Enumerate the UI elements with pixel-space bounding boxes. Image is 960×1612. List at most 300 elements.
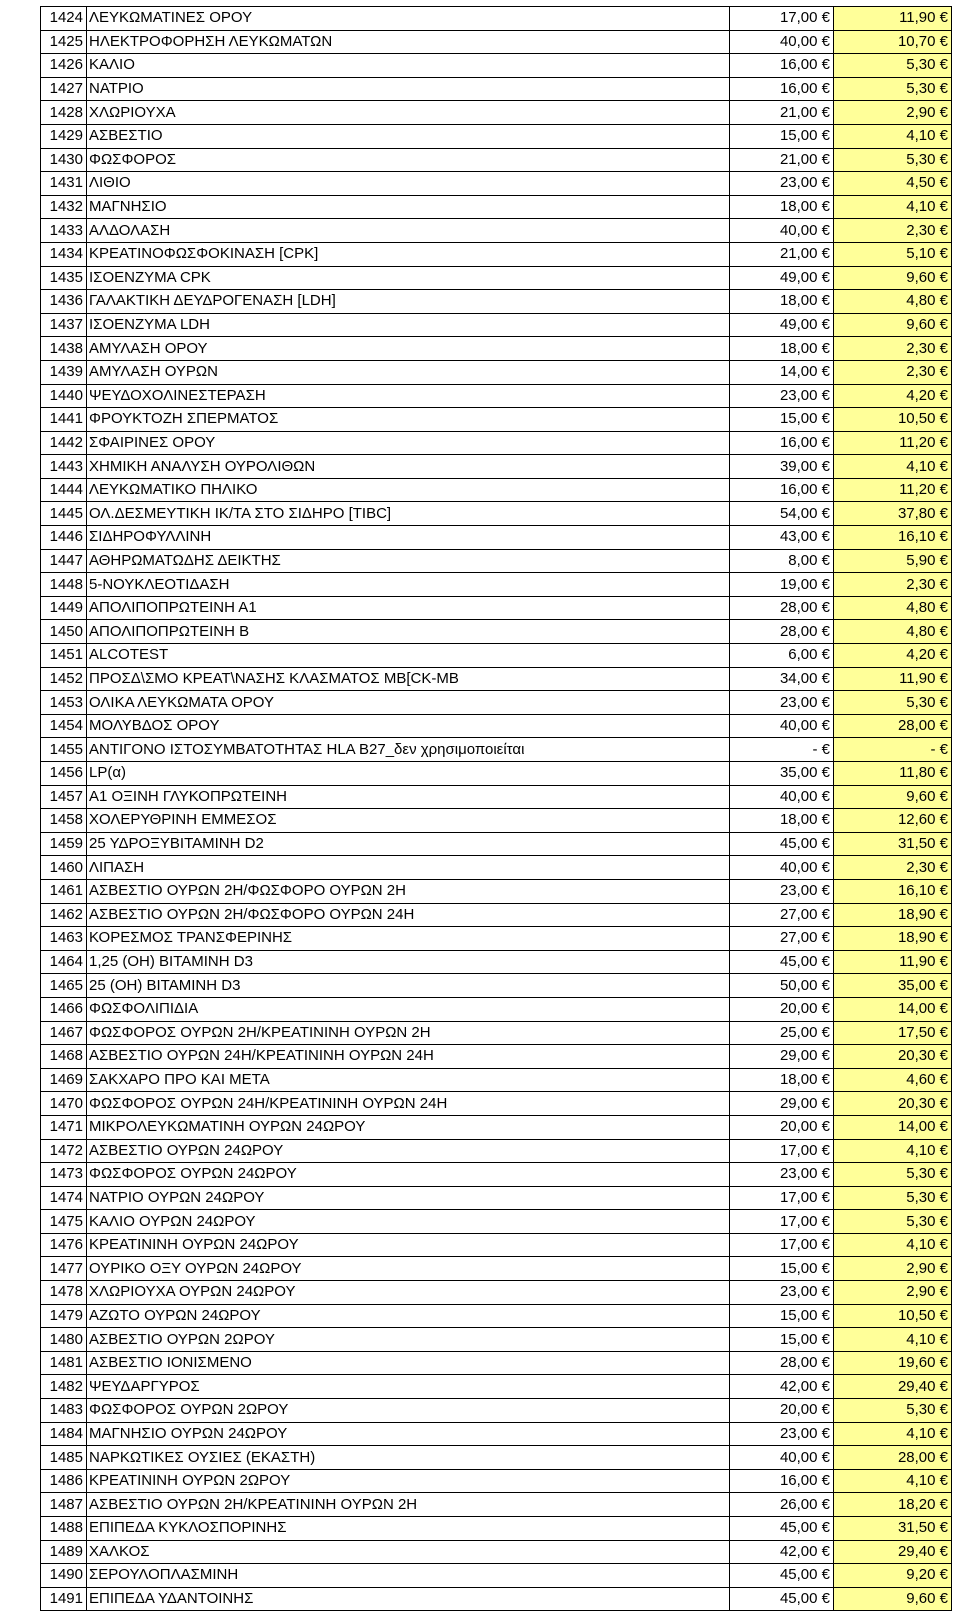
cell-price-highlighted: 16,10 € bbox=[834, 526, 952, 550]
cell-code: 1491 bbox=[41, 1587, 87, 1611]
cell-code: 1472 bbox=[41, 1139, 87, 1163]
cell-exam-name: ΑΣΒΕΣΤΙΟ ΟΥΡΩΝ 24Η/ΚΡΕΑΤΙΝΙΝΗ ΟΥΡΩΝ 24Η bbox=[87, 1045, 730, 1069]
cell-code: 1434 bbox=[41, 242, 87, 266]
cell-exam-name: ΕΠΙΠΕΔΑ ΚΥΚΛΟΣΠΟΡΙΝΗΣ bbox=[87, 1517, 730, 1541]
cell-exam-name: 5-ΝΟΥΚΛΕΟΤΙΔΑΣΗ bbox=[87, 573, 730, 597]
table-row bbox=[41, 526, 952, 550]
cell-exam-name: ΛΕΥΚΩΜΑΤΙΚΟ ΠΗΛΙΚΟ bbox=[87, 478, 730, 502]
cell-price-highlighted: 5,10 € bbox=[834, 242, 952, 266]
cell-price-highlighted: 5,30 € bbox=[834, 1399, 952, 1423]
cell-price: 23,00 € bbox=[730, 1281, 834, 1305]
cell-exam-name: ΙΣΟΕΝΖΥΜΑ CPK bbox=[87, 266, 730, 290]
cell-exam-name: ΣΑΚΧΑΡΟ ΠΡΟ ΚΑΙ ΜΕΤΑ bbox=[87, 1068, 730, 1092]
cell-price: 39,00 € bbox=[730, 455, 834, 479]
table-row bbox=[41, 1139, 952, 1163]
cell-code: 1435 bbox=[41, 266, 87, 290]
cell-price-highlighted: 5,90 € bbox=[834, 549, 952, 573]
cell-price: 16,00 € bbox=[730, 77, 834, 101]
table-row bbox=[41, 950, 952, 974]
cell-price: 40,00 € bbox=[730, 714, 834, 738]
cell-code: 1459 bbox=[41, 832, 87, 856]
table-row bbox=[41, 1186, 952, 1210]
cell-price: 18,00 € bbox=[730, 337, 834, 361]
cell-code: 1447 bbox=[41, 549, 87, 573]
cell-exam-name: ΚΡΕΑΤΙΝΙΝΗ ΟΥΡΩΝ 24ΩΡΟΥ bbox=[87, 1233, 730, 1257]
table-row bbox=[41, 691, 952, 715]
cell-code: 1455 bbox=[41, 738, 87, 762]
cell-price: 17,00 € bbox=[730, 1186, 834, 1210]
cell-exam-name: ΑΘΗΡΩΜΑΤΩΔΗΣ ΔΕΙΚΤΗΣ bbox=[87, 549, 730, 573]
cell-code: 1439 bbox=[41, 360, 87, 384]
cell-exam-name: ΨΕΥΔΑΡΓΥΡΟΣ bbox=[87, 1375, 730, 1399]
cell-exam-name: ΧΟΛΕΡΥΘΡΙΝΗ ΕΜΜΕΣΟΣ bbox=[87, 809, 730, 833]
cell-code: 1476 bbox=[41, 1233, 87, 1257]
table-row bbox=[41, 997, 952, 1021]
cell-price-highlighted: 4,10 € bbox=[834, 1233, 952, 1257]
cell-code: 1444 bbox=[41, 478, 87, 502]
cell-exam-name: ΑΛΔΟΛΑΣΗ bbox=[87, 219, 730, 243]
table-row bbox=[41, 408, 952, 432]
cell-code: 1464 bbox=[41, 950, 87, 974]
cell-price: 40,00 € bbox=[730, 1446, 834, 1470]
cell-exam-name: ΧΛΩΡΙΟΥΧΑ ΟΥΡΩΝ 24ΩΡΟΥ bbox=[87, 1281, 730, 1305]
cell-price: 19,00 € bbox=[730, 573, 834, 597]
cell-code: 1449 bbox=[41, 596, 87, 620]
cell-code: 1432 bbox=[41, 195, 87, 219]
cell-exam-name: ΦΡΟΥΚΤΟΖΗ ΣΠΕΡΜΑΤΟΣ bbox=[87, 408, 730, 432]
cell-exam-name: ΟΛ.ΔΕΣΜΕΥΤΙΚΗ ΙΚ/ΤΑ ΣΤΟ ΣΙΔΗΡΟ [TIBC] bbox=[87, 502, 730, 526]
table-row bbox=[41, 101, 952, 125]
cell-price-highlighted: 11,20 € bbox=[834, 431, 952, 455]
cell-exam-name: Α1 ΟΞΙΝΗ ΓΛΥΚΟΠΡΩΤΕΙΝΗ bbox=[87, 785, 730, 809]
cell-exam-name: ΚΑΛΙΟ bbox=[87, 54, 730, 78]
cell-price: 54,00 € bbox=[730, 502, 834, 526]
cell-price: - € bbox=[730, 738, 834, 762]
cell-exam-name: ΚΑΛΙΟ ΟΥΡΩΝ 24ΩΡΟΥ bbox=[87, 1210, 730, 1234]
cell-code: 1456 bbox=[41, 762, 87, 786]
table-row bbox=[41, 714, 952, 738]
cell-price: 21,00 € bbox=[730, 148, 834, 172]
cell-price-highlighted: 20,30 € bbox=[834, 1045, 952, 1069]
table-row bbox=[41, 903, 952, 927]
table-row bbox=[41, 455, 952, 479]
table-row bbox=[41, 1115, 952, 1139]
cell-exam-name: ΦΩΣΦΟΡΟΣ ΟΥΡΩΝ 24Η/ΚΡΕΑΤΙΝΙΝΗ ΟΥΡΩΝ 24Η bbox=[87, 1092, 730, 1116]
table-row bbox=[41, 266, 952, 290]
cell-code: 1442 bbox=[41, 431, 87, 455]
cell-exam-name: ΑΜΥΛΑΣΗ ΟΡΟΥ bbox=[87, 337, 730, 361]
cell-price-highlighted: 5,30 € bbox=[834, 1186, 952, 1210]
cell-price-highlighted: 4,10 € bbox=[834, 1469, 952, 1493]
cell-price-highlighted: 11,90 € bbox=[834, 667, 952, 691]
table-row bbox=[41, 1257, 952, 1281]
cell-code: 1484 bbox=[41, 1422, 87, 1446]
cell-price-highlighted: 35,00 € bbox=[834, 974, 952, 998]
cell-price: 43,00 € bbox=[730, 526, 834, 550]
table-row bbox=[41, 384, 952, 408]
cell-price-highlighted: 4,10 € bbox=[834, 1422, 952, 1446]
cell-price-highlighted: 2,90 € bbox=[834, 1281, 952, 1305]
table-row bbox=[41, 879, 952, 903]
cell-price: 15,00 € bbox=[730, 1257, 834, 1281]
cell-code: 1433 bbox=[41, 219, 87, 243]
table-row bbox=[41, 1517, 952, 1541]
cell-code: 1474 bbox=[41, 1186, 87, 1210]
cell-code: 1463 bbox=[41, 927, 87, 951]
cell-price: 27,00 € bbox=[730, 927, 834, 951]
cell-exam-name: ΛΕΥΚΩΜΑΤΙΝΕΣ ΟΡΟΥ bbox=[87, 7, 730, 31]
cell-code: 1462 bbox=[41, 903, 87, 927]
cell-price-highlighted: 16,10 € bbox=[834, 879, 952, 903]
cell-price: 29,00 € bbox=[730, 1045, 834, 1069]
cell-code: 1429 bbox=[41, 124, 87, 148]
table-row bbox=[41, 596, 952, 620]
table-row bbox=[41, 1493, 952, 1517]
cell-price-highlighted: 4,10 € bbox=[834, 455, 952, 479]
table-row bbox=[41, 927, 952, 951]
table-row bbox=[41, 1564, 952, 1588]
cell-price: 21,00 € bbox=[730, 101, 834, 125]
table-row bbox=[41, 762, 952, 786]
cell-price-highlighted: 9,20 € bbox=[834, 1564, 952, 1588]
cell-price: 29,00 € bbox=[730, 1092, 834, 1116]
cell-code: 1425 bbox=[41, 30, 87, 54]
cell-price-highlighted: 5,30 € bbox=[834, 1163, 952, 1187]
cell-code: 1467 bbox=[41, 1021, 87, 1045]
cell-exam-name: ΑΜΥΛΑΣΗ ΟΥΡΩΝ bbox=[87, 360, 730, 384]
cell-price-highlighted: 37,80 € bbox=[834, 502, 952, 526]
price-table-body bbox=[41, 7, 952, 1611]
cell-code: 1483 bbox=[41, 1399, 87, 1423]
cell-price-highlighted: 2,90 € bbox=[834, 101, 952, 125]
table-row bbox=[41, 431, 952, 455]
cell-price: 25,00 € bbox=[730, 1021, 834, 1045]
cell-code: 1448 bbox=[41, 573, 87, 597]
cell-price-highlighted: 5,30 € bbox=[834, 148, 952, 172]
cell-exam-name: ΕΠΙΠΕΔΑ ΥΔΑΝΤΟΙΝΗΣ bbox=[87, 1587, 730, 1611]
cell-price: 28,00 € bbox=[730, 620, 834, 644]
cell-price-highlighted: 11,90 € bbox=[834, 7, 952, 31]
cell-exam-name: ALCOTEST bbox=[87, 644, 730, 668]
cell-exam-name: ΑΖΩΤΟ ΟΥΡΩΝ 24ΩΡΟΥ bbox=[87, 1304, 730, 1328]
cell-code: 1430 bbox=[41, 148, 87, 172]
cell-price-highlighted: 18,20 € bbox=[834, 1493, 952, 1517]
cell-exam-name: ΑΣΒΕΣΤΙΟ ΟΥΡΩΝ 2Η/ΦΩΣΦΟΡΟ ΟΥΡΩΝ 2Η bbox=[87, 879, 730, 903]
table-row bbox=[41, 738, 952, 762]
cell-code: 1437 bbox=[41, 313, 87, 337]
cell-price-highlighted: 18,90 € bbox=[834, 927, 952, 951]
cell-price-highlighted: 10,50 € bbox=[834, 408, 952, 432]
cell-exam-name: ΜΙΚΡΟΛΕΥΚΩΜΑΤΙΝΗ ΟΥΡΩΝ 24ΩΡΟΥ bbox=[87, 1115, 730, 1139]
cell-price: 15,00 € bbox=[730, 1328, 834, 1352]
cell-code: 1441 bbox=[41, 408, 87, 432]
cell-price: 45,00 € bbox=[730, 832, 834, 856]
cell-code: 1473 bbox=[41, 1163, 87, 1187]
table-row bbox=[41, 172, 952, 196]
cell-exam-name: ΦΩΣΦΟΡΟΣ ΟΥΡΩΝ 2ΩΡΟΥ bbox=[87, 1399, 730, 1423]
cell-exam-name: ΑΝΤΙΓΟΝΟ ΙΣΤΟΣΥΜΒΑΤΟΤΗΤΑΣ HLA B27_δεν χρησιμοποιείται bbox=[87, 738, 730, 762]
cell-price: 17,00 € bbox=[730, 1139, 834, 1163]
cell-code: 1450 bbox=[41, 620, 87, 644]
cell-price: 28,00 € bbox=[730, 596, 834, 620]
cell-price: 15,00 € bbox=[730, 1304, 834, 1328]
cell-price-highlighted: 4,20 € bbox=[834, 384, 952, 408]
cell-price-highlighted: 31,50 € bbox=[834, 832, 952, 856]
cell-code: 1469 bbox=[41, 1068, 87, 1092]
cell-price: 45,00 € bbox=[730, 1587, 834, 1611]
table-row bbox=[41, 1281, 952, 1305]
table-row bbox=[41, 667, 952, 691]
cell-exam-name: LP(α) bbox=[87, 762, 730, 786]
cell-price: 18,00 € bbox=[730, 290, 834, 314]
cell-price-highlighted: 4,10 € bbox=[834, 195, 952, 219]
cell-code: 1485 bbox=[41, 1446, 87, 1470]
cell-price: 23,00 € bbox=[730, 172, 834, 196]
cell-code: 1460 bbox=[41, 856, 87, 880]
cell-code: 1480 bbox=[41, 1328, 87, 1352]
cell-price-highlighted: 4,50 € bbox=[834, 172, 952, 196]
table-row bbox=[41, 832, 952, 856]
cell-price: 17,00 € bbox=[730, 1233, 834, 1257]
cell-price: 49,00 € bbox=[730, 313, 834, 337]
cell-price: 42,00 € bbox=[730, 1375, 834, 1399]
cell-price: 17,00 € bbox=[730, 1210, 834, 1234]
table-row bbox=[41, 195, 952, 219]
cell-code: 1479 bbox=[41, 1304, 87, 1328]
cell-price-highlighted: 5,30 € bbox=[834, 691, 952, 715]
cell-exam-name: ΟΛΙΚΑ ΛΕΥΚΩΜΑΤΑ ΟΡΟΥ bbox=[87, 691, 730, 715]
cell-price: 6,00 € bbox=[730, 644, 834, 668]
cell-price-highlighted: 17,50 € bbox=[834, 1021, 952, 1045]
cell-code: 1427 bbox=[41, 77, 87, 101]
table-row bbox=[41, 242, 952, 266]
cell-exam-name: ΣΦΑΙΡΙΝΕΣ ΟΡΟΥ bbox=[87, 431, 730, 455]
cell-price-highlighted: 9,60 € bbox=[834, 1587, 952, 1611]
table-row bbox=[41, 1399, 952, 1423]
cell-code: 1465 bbox=[41, 974, 87, 998]
cell-code: 1453 bbox=[41, 691, 87, 715]
cell-price-highlighted: 4,80 € bbox=[834, 596, 952, 620]
cell-price: 20,00 € bbox=[730, 997, 834, 1021]
table-row bbox=[41, 7, 952, 31]
table-row bbox=[41, 502, 952, 526]
cell-code: 1486 bbox=[41, 1469, 87, 1493]
cell-price-highlighted: 2,30 € bbox=[834, 337, 952, 361]
table-row bbox=[41, 219, 952, 243]
cell-code: 1487 bbox=[41, 1493, 87, 1517]
cell-exam-name: ΑΣΒΕΣΤΙΟ ΙΟΝΙΣΜΕΝΟ bbox=[87, 1351, 730, 1375]
table-row bbox=[41, 54, 952, 78]
cell-price-highlighted: 2,30 € bbox=[834, 573, 952, 597]
cell-price: 8,00 € bbox=[730, 549, 834, 573]
cell-price-highlighted: 14,00 € bbox=[834, 997, 952, 1021]
cell-exam-name: ΑΣΒΕΣΤΙΟ ΟΥΡΩΝ 24ΩΡΟΥ bbox=[87, 1139, 730, 1163]
cell-price-highlighted: 4,80 € bbox=[834, 290, 952, 314]
cell-exam-name: ΜΑΓΝΗΣΙΟ bbox=[87, 195, 730, 219]
cell-price: 23,00 € bbox=[730, 1422, 834, 1446]
cell-price-highlighted: - € bbox=[834, 738, 952, 762]
cell-code: 1451 bbox=[41, 644, 87, 668]
cell-code: 1443 bbox=[41, 455, 87, 479]
cell-price-highlighted: 4,80 € bbox=[834, 620, 952, 644]
cell-exam-name: ΛΙΘΙΟ bbox=[87, 172, 730, 196]
cell-code: 1466 bbox=[41, 997, 87, 1021]
cell-price-highlighted: 11,80 € bbox=[834, 762, 952, 786]
cell-price: 15,00 € bbox=[730, 124, 834, 148]
cell-price-highlighted: 29,40 € bbox=[834, 1375, 952, 1399]
price-table bbox=[40, 6, 952, 1611]
cell-price-highlighted: 9,60 € bbox=[834, 313, 952, 337]
cell-code: 1481 bbox=[41, 1351, 87, 1375]
table-row bbox=[41, 1068, 952, 1092]
cell-code: 1424 bbox=[41, 7, 87, 31]
cell-price-highlighted: 5,30 € bbox=[834, 1210, 952, 1234]
table-row bbox=[41, 1304, 952, 1328]
cell-code: 1454 bbox=[41, 714, 87, 738]
cell-price: 21,00 € bbox=[730, 242, 834, 266]
table-row bbox=[41, 1045, 952, 1069]
cell-price-highlighted: 18,90 € bbox=[834, 903, 952, 927]
cell-code: 1478 bbox=[41, 1281, 87, 1305]
table-row bbox=[41, 856, 952, 880]
cell-price: 23,00 € bbox=[730, 691, 834, 715]
cell-code: 1440 bbox=[41, 384, 87, 408]
cell-price-highlighted: 9,60 € bbox=[834, 785, 952, 809]
cell-price: 50,00 € bbox=[730, 974, 834, 998]
cell-price: 18,00 € bbox=[730, 1068, 834, 1092]
cell-price: 40,00 € bbox=[730, 30, 834, 54]
table-row bbox=[41, 1540, 952, 1564]
cell-exam-name: ΦΩΣΦΟΡΟΣ bbox=[87, 148, 730, 172]
cell-price-highlighted: 4,10 € bbox=[834, 1139, 952, 1163]
table-row bbox=[41, 1328, 952, 1352]
table-row bbox=[41, 809, 952, 833]
cell-exam-name: ΝΑΤΡΙΟ ΟΥΡΩΝ 24ΩΡΟΥ bbox=[87, 1186, 730, 1210]
table-row bbox=[41, 1163, 952, 1187]
cell-price: 16,00 € bbox=[730, 431, 834, 455]
cell-exam-name: ΦΩΣΦΟΛΙΠΙΔΙΑ bbox=[87, 997, 730, 1021]
cell-code: 1475 bbox=[41, 1210, 87, 1234]
table-row bbox=[41, 148, 952, 172]
cell-exam-name: ΧΗΜΙΚΗ ΑΝΑΛΥΣΗ ΟΥΡΟΛΙΘΩΝ bbox=[87, 455, 730, 479]
cell-price-highlighted: 9,60 € bbox=[834, 266, 952, 290]
cell-exam-name: ΑΠΟΛΙΠΟΠΡΩΤΕΙΝΗ Β bbox=[87, 620, 730, 644]
table-row bbox=[41, 785, 952, 809]
cell-price: 40,00 € bbox=[730, 219, 834, 243]
cell-price: 34,00 € bbox=[730, 667, 834, 691]
cell-price: 16,00 € bbox=[730, 478, 834, 502]
cell-price-highlighted: 11,90 € bbox=[834, 950, 952, 974]
table-row bbox=[41, 1021, 952, 1045]
cell-code: 1488 bbox=[41, 1517, 87, 1541]
cell-price: 14,00 € bbox=[730, 360, 834, 384]
table-row bbox=[41, 1210, 952, 1234]
cell-price-highlighted: 10,70 € bbox=[834, 30, 952, 54]
cell-code: 1461 bbox=[41, 879, 87, 903]
table-row bbox=[41, 1233, 952, 1257]
cell-price-highlighted: 28,00 € bbox=[834, 1446, 952, 1470]
table-row bbox=[41, 1092, 952, 1116]
cell-code: 1426 bbox=[41, 54, 87, 78]
cell-price-highlighted: 2,30 € bbox=[834, 856, 952, 880]
table-row bbox=[41, 644, 952, 668]
cell-price-highlighted: 5,30 € bbox=[834, 54, 952, 78]
cell-price-highlighted: 28,00 € bbox=[834, 714, 952, 738]
cell-exam-name: ΛΙΠΑΣΗ bbox=[87, 856, 730, 880]
cell-price: 23,00 € bbox=[730, 384, 834, 408]
table-row bbox=[41, 1587, 952, 1611]
cell-exam-name: ΚΟΡΕΣΜΟΣ ΤΡΑΝΣΦΕΡΙΝΗΣ bbox=[87, 927, 730, 951]
cell-code: 1489 bbox=[41, 1540, 87, 1564]
cell-price: 15,00 € bbox=[730, 408, 834, 432]
cell-price-highlighted: 31,50 € bbox=[834, 1517, 952, 1541]
cell-code: 1438 bbox=[41, 337, 87, 361]
cell-exam-name: ΦΩΣΦΟΡΟΣ ΟΥΡΩΝ 24ΩΡΟΥ bbox=[87, 1163, 730, 1187]
cell-exam-name: 1,25 (ΟΗ) ΒΙΤΑΜΙΝΗ D3 bbox=[87, 950, 730, 974]
table-row bbox=[41, 1422, 952, 1446]
cell-price: 18,00 € bbox=[730, 809, 834, 833]
cell-exam-name: ΑΠΟΛΙΠΟΠΡΩΤΕΙΝΗ Α1 bbox=[87, 596, 730, 620]
cell-price-highlighted: 4,10 € bbox=[834, 1328, 952, 1352]
cell-code: 1468 bbox=[41, 1045, 87, 1069]
cell-price: 23,00 € bbox=[730, 1163, 834, 1187]
cell-price: 45,00 € bbox=[730, 950, 834, 974]
cell-code: 1471 bbox=[41, 1115, 87, 1139]
cell-exam-name: 25 (ΟΗ) ΒΙΤΑΜΙΝΗ D3 bbox=[87, 974, 730, 998]
table-row bbox=[41, 549, 952, 573]
cell-code: 1490 bbox=[41, 1564, 87, 1588]
cell-exam-name: ΦΩΣΦΟΡΟΣ ΟΥΡΩΝ 2Η/ΚΡΕΑΤΙΝΙΝΗ ΟΥΡΩΝ 2Η bbox=[87, 1021, 730, 1045]
cell-price: 40,00 € bbox=[730, 856, 834, 880]
cell-exam-name: ΓΑΛΑΚΤΙΚΗ ΔΕΥΔΡΟΓΕΝΑΣΗ [LDH] bbox=[87, 290, 730, 314]
cell-price: 45,00 € bbox=[730, 1517, 834, 1541]
cell-exam-name: ΑΣΒΕΣΤΙΟ ΟΥΡΩΝ 2Η/ΦΩΣΦΟΡΟ ΟΥΡΩΝ 24Η bbox=[87, 903, 730, 927]
cell-exam-name: ΑΣΒΕΣΤΙΟ bbox=[87, 124, 730, 148]
cell-code: 1431 bbox=[41, 172, 87, 196]
cell-price: 18,00 € bbox=[730, 195, 834, 219]
cell-exam-name: ΠΡΟΣΔ\ΣΜΟ ΚΡΕΑΤ\ΝΑΣΗΣ ΚΛΑΣΜΑΤΟΣ ΜΒ[CK-MB bbox=[87, 667, 730, 691]
cell-price-highlighted: 19,60 € bbox=[834, 1351, 952, 1375]
table-row bbox=[41, 974, 952, 998]
cell-price: 16,00 € bbox=[730, 1469, 834, 1493]
cell-exam-name: ΨΕΥΔΟΧΟΛΙΝΕΣΤΕΡΑΣΗ bbox=[87, 384, 730, 408]
cell-code: 1477 bbox=[41, 1257, 87, 1281]
cell-exam-name: ΧΛΩΡΙΟΥΧΑ bbox=[87, 101, 730, 125]
cell-code: 1452 bbox=[41, 667, 87, 691]
cell-exam-name: ΜΟΛΥΒΔΟΣ ΟΡΟΥ bbox=[87, 714, 730, 738]
cell-price: 27,00 € bbox=[730, 903, 834, 927]
cell-exam-name: ΙΣΟΕΝΖΥΜΑ LDH bbox=[87, 313, 730, 337]
cell-exam-name: ΝΑΤΡΙΟ bbox=[87, 77, 730, 101]
table-row bbox=[41, 1351, 952, 1375]
cell-price-highlighted: 5,30 € bbox=[834, 77, 952, 101]
cell-exam-name: ΝΑΡΚΩΤΙΚΕΣ ΟΥΣΙΕΣ (ΕΚΑΣΤΗ) bbox=[87, 1446, 730, 1470]
cell-price-highlighted: 2,90 € bbox=[834, 1257, 952, 1281]
cell-price-highlighted: 20,30 € bbox=[834, 1092, 952, 1116]
cell-price: 16,00 € bbox=[730, 54, 834, 78]
table-row bbox=[41, 30, 952, 54]
cell-price-highlighted: 4,10 € bbox=[834, 124, 952, 148]
table-row bbox=[41, 1375, 952, 1399]
cell-code: 1482 bbox=[41, 1375, 87, 1399]
cell-price: 28,00 € bbox=[730, 1351, 834, 1375]
cell-price-highlighted: 4,20 € bbox=[834, 644, 952, 668]
cell-price-highlighted: 2,30 € bbox=[834, 219, 952, 243]
cell-exam-name: ΑΣΒΕΣΤΙΟ ΟΥΡΩΝ 2Η/ΚΡΕΑΤΙΝΙΝΗ ΟΥΡΩΝ 2Η bbox=[87, 1493, 730, 1517]
cell-price: 20,00 € bbox=[730, 1399, 834, 1423]
table-row bbox=[41, 1469, 952, 1493]
table-row bbox=[41, 1446, 952, 1470]
